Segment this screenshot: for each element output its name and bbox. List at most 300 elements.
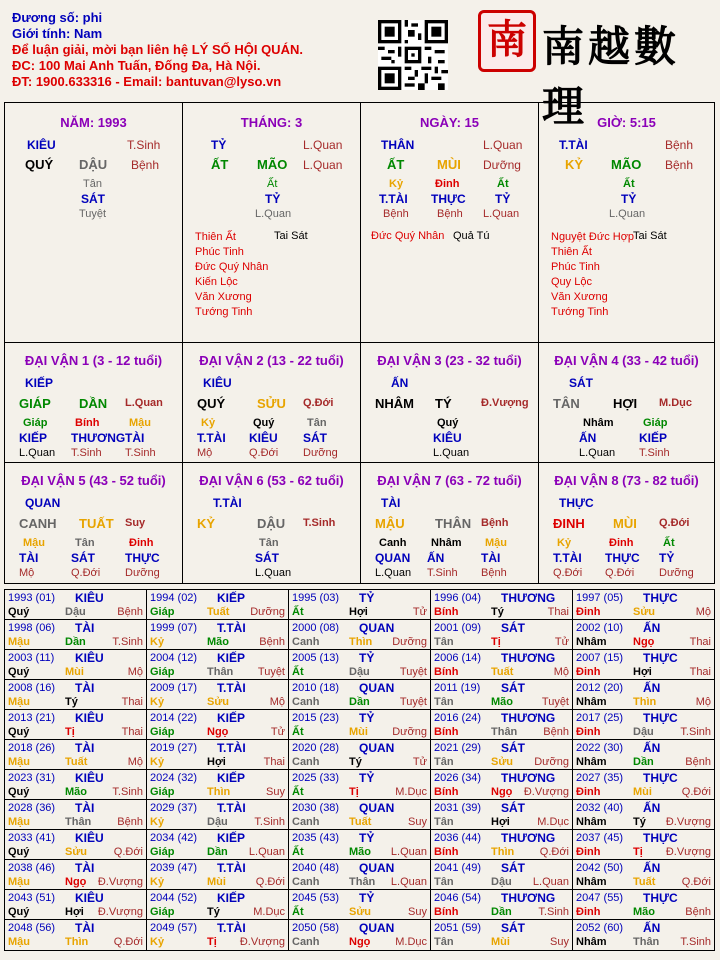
year-label: 2027 (35) xyxy=(576,772,624,784)
year-label: 2050 (58) xyxy=(292,922,340,934)
year-label: 2000 (08) xyxy=(292,622,340,634)
year-label: 2026 (34) xyxy=(434,772,482,784)
year-can: Canh xyxy=(292,696,320,708)
year-cell xyxy=(5,800,147,830)
year-star: TỶ xyxy=(359,651,375,665)
year-star: THƯƠNG xyxy=(501,771,556,785)
pillar-star: KIÊU xyxy=(27,138,56,152)
pillar-star-right: L.Quan xyxy=(483,138,523,152)
dai-van-7 xyxy=(361,463,539,583)
hidden-stage: Dưỡng xyxy=(125,567,160,579)
year-can: Bính xyxy=(434,726,459,738)
year-stage: Q.Đới xyxy=(681,876,711,888)
hidden-stage: L.Quan xyxy=(255,208,292,220)
year-chi: Hợi xyxy=(633,666,652,678)
year-chi: Dậu xyxy=(207,816,228,828)
year-can: Tân xyxy=(434,816,454,828)
year-star: TÀI xyxy=(75,861,95,875)
year-label: 2015 (23) xyxy=(292,712,340,724)
year-cell xyxy=(147,740,289,770)
year-chi: Sửu xyxy=(491,756,514,768)
year-stage: Q.Đới xyxy=(255,876,285,888)
dai-van-title: ĐẠI VẬN 7 (63 - 72 tuổi) xyxy=(377,473,522,488)
year-label: 2043 (51) xyxy=(8,892,56,904)
year-label: 2018 (26) xyxy=(8,742,56,754)
year-label: 2022 (30) xyxy=(576,742,624,754)
hidden-stem: Mậu xyxy=(485,537,507,549)
year-stage: Tử xyxy=(412,606,427,618)
hidden-stem: Ất xyxy=(663,537,675,549)
year-chi: Mão xyxy=(633,906,655,918)
year-label: 2046 (54) xyxy=(434,892,482,904)
shen-sha: Kiến Lộc xyxy=(195,276,238,288)
year-star: TÀI xyxy=(75,741,95,755)
pillar-star: T.TÀI xyxy=(559,138,588,152)
year-stage: M.Dục xyxy=(537,816,569,828)
year-stage: Tuyệt xyxy=(257,666,285,678)
year-stage: Dưỡng xyxy=(392,636,427,648)
pillar-year xyxy=(5,103,183,343)
dai-van-chi: SỬU xyxy=(257,396,286,411)
hidden-stage: L.Quan xyxy=(579,447,616,459)
year-chi: Tuất xyxy=(349,816,372,828)
dai-van-stage: Q.Đới xyxy=(659,517,690,529)
hidden-star: T.TÀI xyxy=(379,192,408,206)
year-stage: Thai xyxy=(689,636,711,648)
year-cell xyxy=(5,890,147,920)
year-stage: Thai xyxy=(121,696,143,708)
year-can: Tân xyxy=(434,756,454,768)
year-chi: Mùi xyxy=(207,876,226,888)
year-stage: Bệnh xyxy=(543,726,569,738)
year-stage: Dưỡng xyxy=(250,606,285,618)
year-cell xyxy=(573,920,714,950)
year-star: SÁT xyxy=(501,921,525,935)
year-cell xyxy=(5,740,147,770)
contact-line: Để luận giải, mời bạn liên hệ LÝ SỐ HỘI QUÁN. xyxy=(12,42,303,57)
year-stage: Đ.Vượng xyxy=(665,846,711,858)
year-cell xyxy=(431,920,573,950)
pillar-title: GIỜ: 5:15 xyxy=(597,115,656,130)
hidden-stem: Nhâm xyxy=(583,417,614,429)
year-cell xyxy=(431,860,573,890)
dai-van-title: ĐẠI VẬN 5 (43 - 52 tuổi) xyxy=(21,473,166,488)
dai-van-stage: T.Sinh xyxy=(303,517,336,529)
dai-van-star: T.TÀI xyxy=(213,496,242,510)
year-chi: Dần xyxy=(491,906,512,918)
hidden-star: KIẾP xyxy=(639,431,668,445)
year-stage: Đ.Vượng xyxy=(523,786,569,798)
year-can: Giáp xyxy=(150,906,175,918)
year-can: Quý xyxy=(8,786,30,798)
year-chi: Tý xyxy=(207,906,220,918)
year-stage: Thai xyxy=(121,726,143,738)
year-cell xyxy=(573,590,714,620)
year-cell xyxy=(147,590,289,620)
year-label: 2011 (19) xyxy=(434,682,481,694)
year-chi: Thìn xyxy=(633,696,657,708)
year-label: 2023 (31) xyxy=(8,772,56,784)
year-cell xyxy=(5,680,147,710)
year-can: Nhâm xyxy=(576,756,607,768)
year-can: Quý xyxy=(8,906,30,918)
year-label: 2029 (37) xyxy=(150,802,198,814)
dai-van-chi: TÝ xyxy=(435,396,452,411)
dai-van-3 xyxy=(361,343,539,463)
year-star: QUAN xyxy=(359,861,395,875)
dai-van-star: SÁT xyxy=(569,376,593,390)
dai-van-stage: M.Dục xyxy=(659,397,692,409)
year-label: 1994 (02) xyxy=(150,592,198,604)
year-can: Giáp xyxy=(150,606,175,618)
year-can: Giáp xyxy=(150,666,175,678)
year-chi: Sửu xyxy=(349,906,372,918)
shen-sha: Quy Lộc xyxy=(551,276,592,288)
year-cell xyxy=(289,830,431,860)
hidden-stem: Kỷ xyxy=(557,537,572,549)
year-stage: Bệnh xyxy=(117,606,143,618)
year-shen-sha-list xyxy=(195,230,268,320)
year-cell xyxy=(573,680,714,710)
year-stage: Suy xyxy=(550,936,569,948)
year-can: Giáp xyxy=(150,846,175,858)
shen-sha: Phúc Tinh xyxy=(551,261,600,273)
pillar-stage: Bệnh xyxy=(665,158,694,172)
header-info xyxy=(12,10,303,90)
year-label: 2017 (25) xyxy=(576,712,624,724)
year-label: 2036 (44) xyxy=(434,832,482,844)
year-cell xyxy=(147,890,289,920)
year-label: 1997 (05) xyxy=(576,592,624,604)
year-can: Ất xyxy=(292,906,304,918)
year-stage: Bệnh xyxy=(685,756,711,768)
year-star: THỰC xyxy=(643,831,678,845)
year-chi: Tị xyxy=(349,786,359,798)
year-label: 2020 (28) xyxy=(292,742,340,754)
year-star: ẤN xyxy=(643,861,661,875)
year-star: THƯƠNG xyxy=(501,831,556,845)
year-can: Mậu xyxy=(8,756,30,768)
year-can: Ất xyxy=(292,846,304,858)
year-can: Canh xyxy=(292,636,320,648)
year-cell xyxy=(289,740,431,770)
hidden-stem: Tân xyxy=(307,417,327,429)
hidden-star: SÁT xyxy=(303,431,327,445)
year-star: THỰC xyxy=(643,891,678,905)
year-cell xyxy=(289,860,431,890)
year-label: 2040 (48) xyxy=(292,862,340,874)
year-star: T.TÀI xyxy=(217,801,246,815)
year-can: Quý xyxy=(8,846,30,858)
year-stage: Suy xyxy=(408,816,427,828)
year-can: Bính xyxy=(434,846,459,858)
year-label: 1996 (04) xyxy=(434,592,482,604)
year-star: KIẾP xyxy=(217,711,246,725)
seal-stamp: 南 xyxy=(478,10,536,72)
dai-van-1 xyxy=(5,343,183,463)
hidden-stage: Bệnh xyxy=(437,208,463,220)
year-chi: Dần xyxy=(207,846,228,858)
year-label: 2038 (46) xyxy=(8,862,56,874)
hidden-stem: Kỷ xyxy=(389,178,404,190)
shen-sha: Đức Quý Nhân xyxy=(195,261,269,273)
year-can: Đinh xyxy=(576,906,601,918)
year-cell xyxy=(431,710,573,740)
year-star: QUAN xyxy=(359,741,395,755)
pillar-can: ẤT xyxy=(387,157,405,172)
year-star: T.TÀI xyxy=(217,921,246,935)
year-chi: Mão xyxy=(207,636,229,648)
shen-sha: Tướng Tinh xyxy=(551,306,609,318)
year-label: 2049 (57) xyxy=(150,922,198,934)
year-star: T.TÀI xyxy=(217,681,246,695)
year-star: QUAN xyxy=(359,681,395,695)
year-stage: Mộ xyxy=(127,756,143,768)
dai-van-can: GIÁP xyxy=(19,396,51,411)
hidden-stem: Đinh xyxy=(609,537,634,549)
year-cell xyxy=(431,800,573,830)
pillar-star: TỶ xyxy=(211,138,227,152)
year-star: TỶ xyxy=(359,831,375,845)
year-cell xyxy=(147,800,289,830)
annual-luck-table xyxy=(4,589,715,951)
dai-van-star: ẤN xyxy=(391,376,409,390)
year-cell xyxy=(431,620,573,650)
year-chi: Tý xyxy=(491,606,504,618)
year-label: 2002 (10) xyxy=(576,622,624,634)
pillar-star-right: T.Sinh xyxy=(127,138,161,152)
year-stage: Thai xyxy=(263,756,285,768)
year-star: KIÊU xyxy=(75,771,104,785)
year-star: QUAN xyxy=(359,921,395,935)
dai-van-can: TÂN xyxy=(553,396,580,411)
year-chi: Mùi xyxy=(491,936,510,948)
year-star: THỰC xyxy=(643,771,678,785)
year-stage: Bệnh xyxy=(259,636,285,648)
year-stage: T.Sinh xyxy=(680,936,711,948)
year-star: KIÊU xyxy=(75,891,104,905)
year-cell xyxy=(573,650,714,680)
year-can: Đinh xyxy=(576,606,601,618)
dai-van-2 xyxy=(183,343,361,463)
year-chi: Hợi xyxy=(207,756,226,768)
hidden-stem: Nhâm xyxy=(431,537,462,549)
hidden-stem: Tân xyxy=(83,178,102,190)
year-star: ẤN xyxy=(643,921,661,935)
year-chi: Tý xyxy=(349,756,362,768)
year-can: Giáp xyxy=(150,786,175,798)
year-label: 2008 (16) xyxy=(8,682,56,694)
year-cell xyxy=(573,800,714,830)
year-label: 2024 (32) xyxy=(150,772,198,784)
year-cell xyxy=(573,620,714,650)
year-can: Ất xyxy=(292,666,304,678)
year-stage: Suy xyxy=(408,906,427,918)
hidden-stem: Mậu xyxy=(23,537,45,549)
pillar-chi: MÃO xyxy=(257,157,288,172)
year-label: 1998 (06) xyxy=(8,622,56,634)
dai-van-chi: TUẤT xyxy=(79,516,114,531)
hidden-star: ẤN xyxy=(427,551,445,565)
year-chi: Thân xyxy=(65,816,92,828)
dai-van-stage: L.Quan xyxy=(125,397,163,409)
hidden-star: KIẾP xyxy=(19,431,48,445)
year-cell xyxy=(5,830,147,860)
year-label: 1993 (01) xyxy=(8,592,56,604)
hidden-stem: Canh xyxy=(379,537,407,549)
year-cell xyxy=(573,890,714,920)
dai-van-title: ĐẠI VẬN 8 (73 - 82 tuổi) xyxy=(554,473,699,488)
year-chi: Tị xyxy=(65,726,75,738)
year-cell xyxy=(289,590,431,620)
year-cell xyxy=(573,710,714,740)
qr-code-icon xyxy=(378,20,448,90)
dai-van-6 xyxy=(183,463,361,583)
year-stage: Mộ xyxy=(695,606,711,618)
hidden-star: SÁT xyxy=(255,551,279,565)
year-star: ẤN xyxy=(643,681,661,695)
dai-van-title: ĐẠI VẬN 2 (13 - 22 tuổi) xyxy=(199,353,344,368)
hidden-stage: Bệnh xyxy=(481,567,507,579)
hidden-stem: Giáp xyxy=(23,417,48,429)
year-can: Bính xyxy=(434,606,459,618)
year-stage: Q.Đới xyxy=(539,846,569,858)
hidden-star: T.TÀI xyxy=(197,431,226,445)
dai-van-stage: Q.Đới xyxy=(303,397,334,409)
logo-text: 南越數理 xyxy=(542,22,681,131)
year-label: 2028 (36) xyxy=(8,802,56,814)
dai-van-stage: Bệnh xyxy=(481,517,509,529)
year-star: TÀI xyxy=(75,801,95,815)
year-stage: L.Quan xyxy=(390,846,427,858)
hidden-star: KIÊU xyxy=(249,431,278,445)
hidden-star: TÀI xyxy=(19,551,39,565)
hidden-stage: T.Sinh xyxy=(427,567,458,579)
year-stage: Thai xyxy=(547,606,569,618)
year-cell xyxy=(431,740,573,770)
hidden-stage: L.Quan xyxy=(483,208,520,220)
shen-sha: Phúc Tinh xyxy=(195,246,244,258)
year-label: 2048 (56) xyxy=(8,922,56,934)
pillar-can: ẤT xyxy=(211,157,229,172)
year-label: 2045 (53) xyxy=(292,892,340,904)
year-label: 2052 (60) xyxy=(576,922,624,934)
year-cell xyxy=(5,620,147,650)
hidden-stem: Ất xyxy=(623,178,635,190)
gender: Giới tính: Nam xyxy=(12,26,103,41)
hidden-star: THƯƠNG xyxy=(71,431,126,445)
hidden-stem: Giáp xyxy=(643,417,668,429)
year-chi: Thìn xyxy=(491,846,515,858)
year-star: TỶ xyxy=(359,711,375,725)
year-cell xyxy=(5,650,147,680)
year-label: 2001 (09) xyxy=(434,622,482,634)
pillar-star: THÂN xyxy=(381,138,415,152)
year-cell xyxy=(289,620,431,650)
hidden-star: QUAN xyxy=(375,551,411,565)
year-chi: Thìn xyxy=(207,786,231,798)
year-star: KIẾP xyxy=(217,771,246,785)
year-stage: Tử xyxy=(270,726,285,738)
year-star: TỶ xyxy=(359,891,375,905)
year-chi: Ngọ xyxy=(349,936,371,948)
hidden-stem: Tân xyxy=(75,537,95,549)
year-chi: Dậu xyxy=(65,606,86,618)
dai-van-can: CANH xyxy=(19,516,57,531)
year-stage: Tuyệt xyxy=(541,696,569,708)
year-chi: Tị xyxy=(491,636,501,648)
hidden-stage: Q.Đới xyxy=(249,447,279,459)
dai-van-can: MẬU xyxy=(375,516,405,531)
year-stage: T.Sinh xyxy=(254,816,285,828)
year-chi: Tuất xyxy=(491,666,514,678)
hidden-star: THỰC xyxy=(125,551,160,565)
year-star: THỰC xyxy=(643,711,678,725)
year-chi: Dậu xyxy=(633,726,654,738)
dai-van-star: QUAN xyxy=(25,496,61,510)
year-cell xyxy=(573,860,714,890)
hidden-stem: Đinh xyxy=(435,178,460,190)
dai-van-4 xyxy=(539,343,714,463)
year-label: 2004 (12) xyxy=(150,652,198,664)
hidden-stage: T.Sinh xyxy=(125,447,156,459)
year-can: Quý xyxy=(8,726,30,738)
hidden-stage: T.Sinh xyxy=(71,447,102,459)
year-chi: Mùi xyxy=(349,726,368,738)
year-chi: Tuất xyxy=(65,756,88,768)
year-chi: Mão xyxy=(349,846,371,858)
year-label: 2019 (27) xyxy=(150,742,198,754)
year-chi: Thìn xyxy=(349,636,373,648)
shen-sha: Thiên Ất xyxy=(551,246,592,258)
hidden-stem: Ất xyxy=(497,178,509,190)
year-label: 2007 (15) xyxy=(576,652,624,664)
year-star: SÁT xyxy=(501,681,525,695)
year-chi: Sửu xyxy=(207,696,230,708)
dai-van-stage: Đ.Vượng xyxy=(481,397,529,409)
year-stage: T.Sinh xyxy=(112,786,143,798)
year-can: Ất xyxy=(292,786,304,798)
year-can: Canh xyxy=(292,816,320,828)
year-label: 2005 (13) xyxy=(292,652,340,664)
year-stage: Tử xyxy=(412,756,427,768)
year-cell xyxy=(147,770,289,800)
year-star: QUAN xyxy=(359,621,395,635)
year-cell xyxy=(147,650,289,680)
year-label: 2042 (50) xyxy=(576,862,624,874)
year-cell xyxy=(289,650,431,680)
year-chi: Dậu xyxy=(491,876,512,888)
year-cell xyxy=(573,830,714,860)
year-chi: Dần xyxy=(349,696,370,708)
pillar-can: KỶ xyxy=(565,157,584,172)
year-stage: Dưỡng xyxy=(392,726,427,738)
year-stage: Đ.Vượng xyxy=(97,906,143,918)
year-cell xyxy=(289,710,431,740)
year-star: KIÊU xyxy=(75,591,104,605)
year-cell xyxy=(289,800,431,830)
year-star: KIÊU xyxy=(75,711,104,725)
hidden-stem: Đinh xyxy=(129,537,154,549)
year-can: Mậu xyxy=(8,816,30,828)
hidden-stage: Q.Đới xyxy=(71,567,101,579)
shen-sha: Thiên Ất xyxy=(195,231,236,243)
year-can: Canh xyxy=(292,876,320,888)
hidden-star: T.TÀI xyxy=(553,551,582,565)
hour-shen-sha-list xyxy=(551,230,634,320)
hidden-stem: Ất xyxy=(267,178,278,190)
year-cell xyxy=(147,860,289,890)
